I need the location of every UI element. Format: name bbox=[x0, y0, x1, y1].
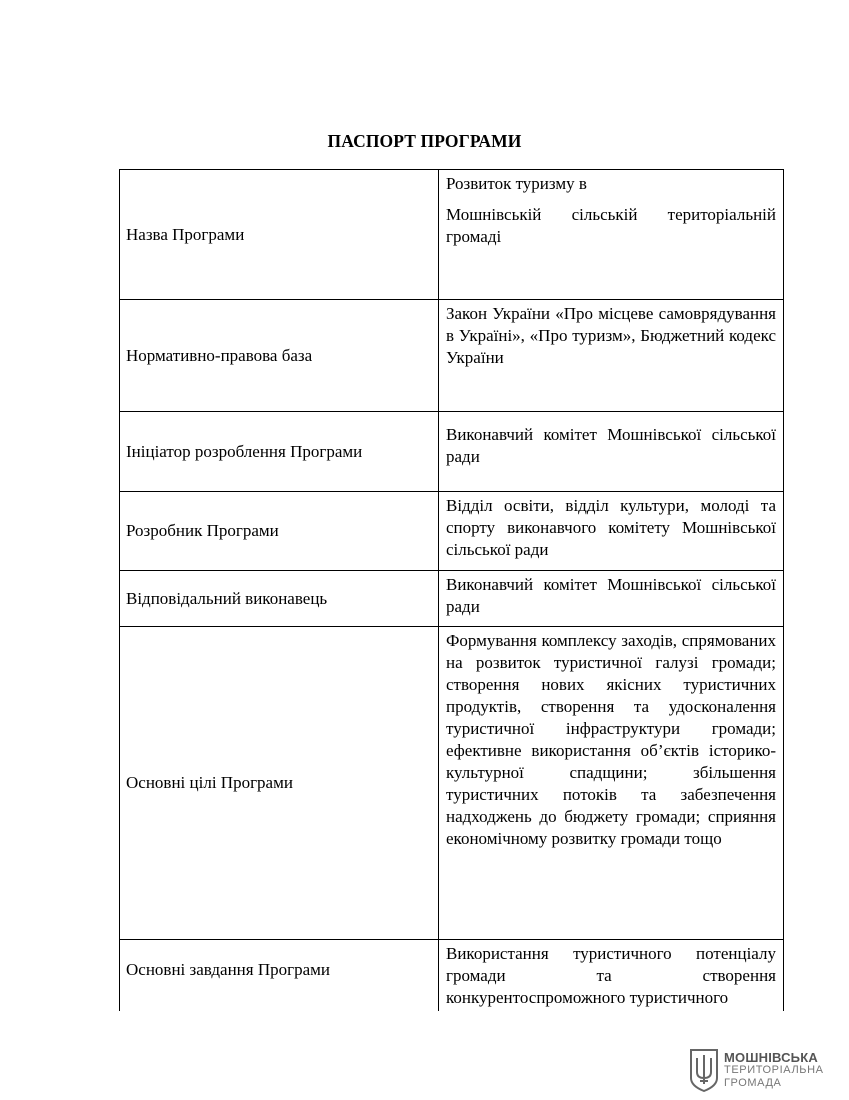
logo-line-3: ГРОМАДА bbox=[724, 1076, 782, 1089]
row-value: Виконавчий комітет Мошнівської сільської ради bbox=[439, 412, 784, 492]
row-value: Формування комплексу заходів, спрямованих на розвиток туристичної галузі громади; створення нових якісних туристичних продуктів, створення та удосконалення туристичної інфраструктури громади; ефективне використання об’єктів історико-культурної спадщини; збільшення туристичних потоків та забезпечення надходжень до бюджету громади; сприяння економічному розвитку громади тощо bbox=[439, 627, 784, 940]
passport-table bbox=[119, 169, 784, 1030]
row-label: Ініціатор розроблення Програми bbox=[120, 412, 439, 492]
table-row bbox=[120, 492, 784, 571]
row-label: Відповідальний виконавець bbox=[120, 571, 439, 627]
page-title: ПАСПОРТ ПРОГРАМИ bbox=[327, 131, 522, 151]
row-label: Розробник Програми bbox=[120, 492, 439, 571]
table-row bbox=[120, 412, 784, 492]
row-value: Закон України «Про місцеве самоврядування в Україні», «Про туризм», Бюджетний кодекс України bbox=[439, 300, 784, 412]
table-row bbox=[120, 627, 784, 940]
logo-line-2: ТЕРИТОРІАЛЬНА bbox=[724, 1063, 824, 1076]
row-value: Виконавчий комітет Мошнівської сільської ради bbox=[439, 571, 784, 627]
row-label: Назва Програми bbox=[120, 170, 439, 300]
row-value-line: Розвиток туризму в bbox=[446, 174, 587, 193]
row-label: Основні завдання Програми bbox=[120, 940, 439, 1030]
table-row bbox=[120, 170, 784, 300]
table-row bbox=[120, 571, 784, 627]
row-value bbox=[439, 170, 784, 300]
row-label: Нормативно-правова база bbox=[120, 300, 439, 412]
row-value: Використання туристичного потенціалу громади та створення конкурентоспроможного туристичного bbox=[439, 940, 784, 1030]
row-value-line: Мошнівській сільській територіальній громаді bbox=[446, 205, 776, 246]
row-value: Відділ освіти, відділ культури, молоді та спорту виконавчого комітету Мошнівської сільської ради bbox=[439, 492, 784, 571]
row-label: Основні цілі Програми bbox=[120, 627, 439, 940]
trident-emblem-icon bbox=[689, 1048, 719, 1092]
table-row bbox=[120, 300, 784, 412]
community-logo bbox=[689, 1046, 839, 1094]
logo-line-1: МОШНІВСЬКА bbox=[724, 1049, 818, 1065]
